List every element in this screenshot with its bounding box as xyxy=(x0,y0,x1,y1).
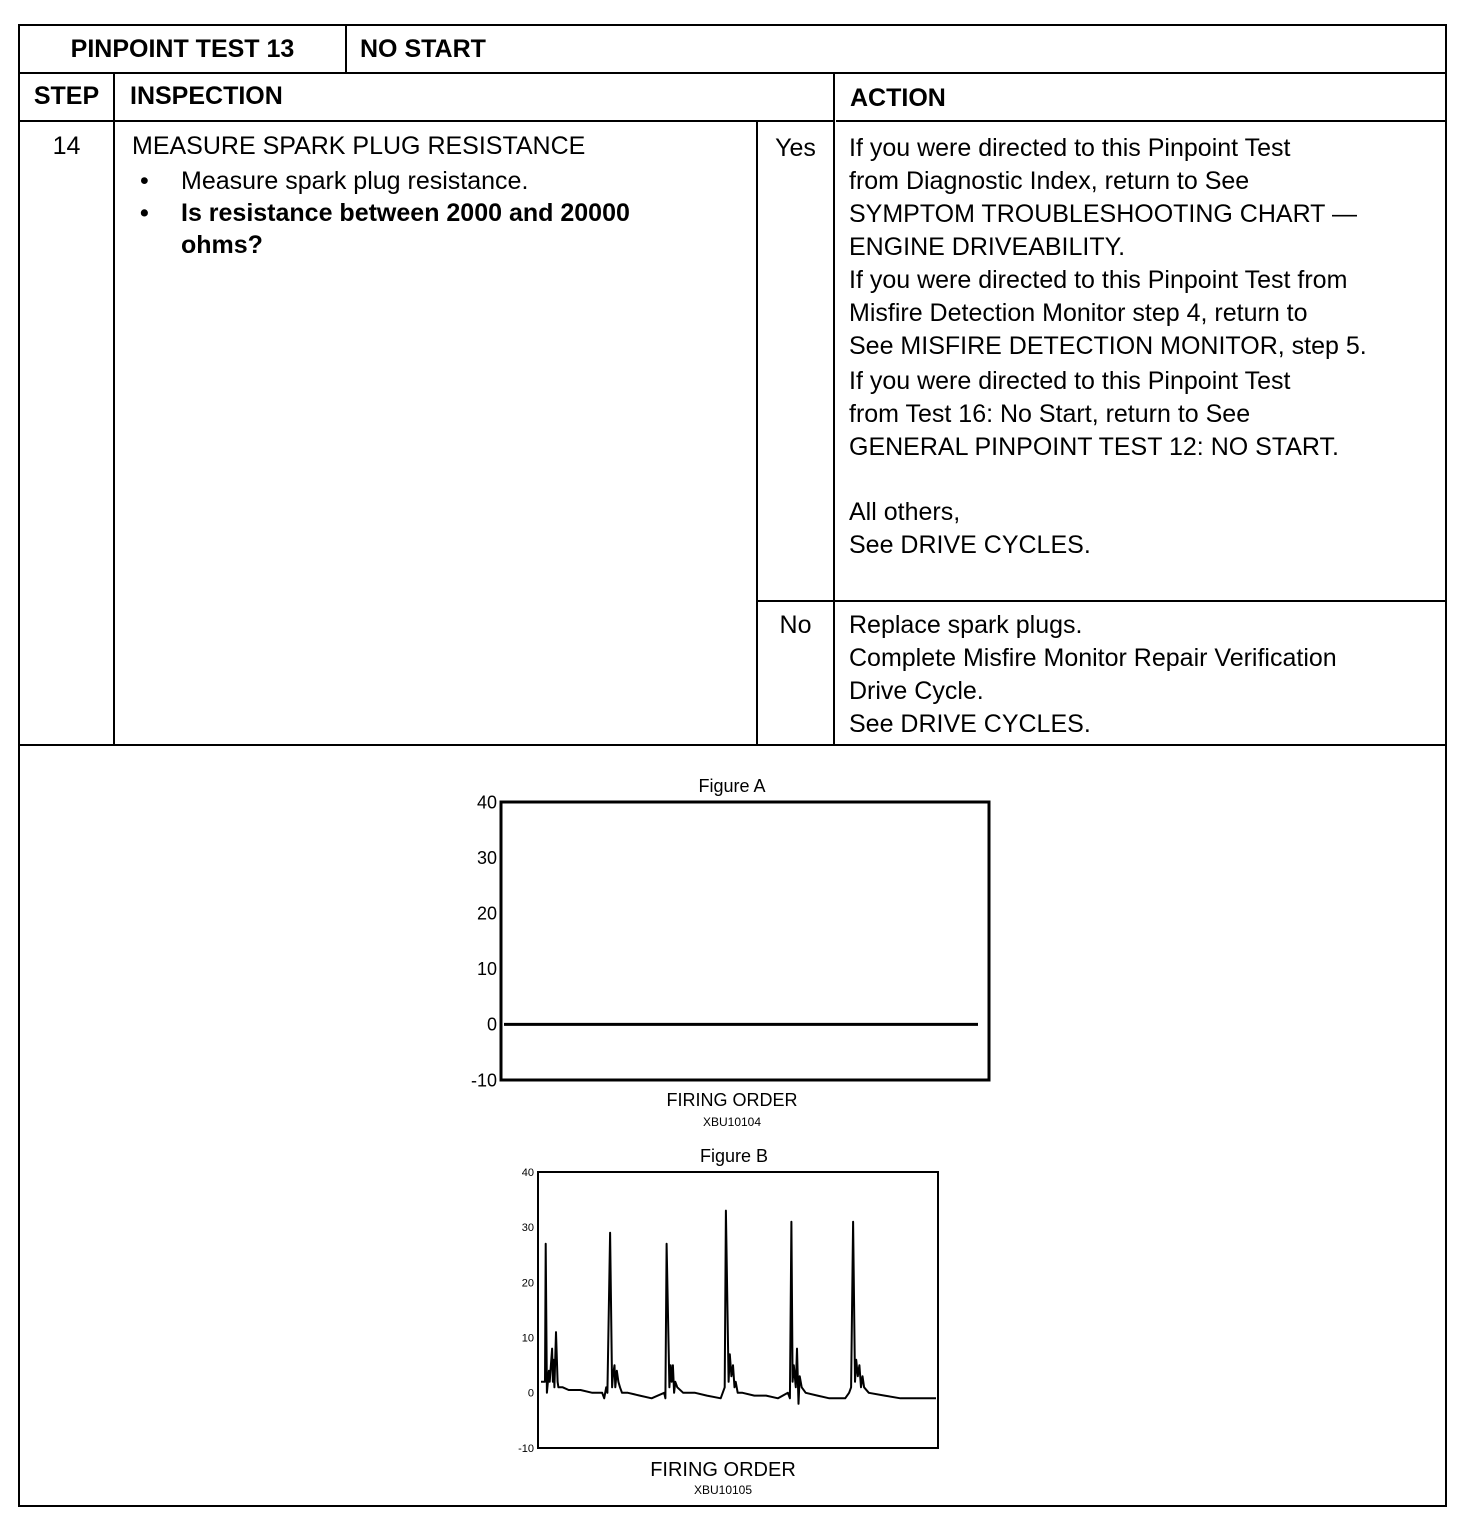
figure-b-chart xyxy=(500,1138,960,1508)
divider xyxy=(833,72,835,744)
figure-a-plot-frame xyxy=(501,802,989,1080)
action-line: See DRIVE CYCLES. xyxy=(849,531,1091,559)
list-item: • Measure spark plug resistance. xyxy=(140,167,529,195)
y-tick-label: 0 xyxy=(486,1014,497,1035)
action-line: Misfire Detection Monitor step 4, return to xyxy=(849,299,1308,327)
column-header-action: ACTION xyxy=(836,72,1445,122)
figure-a xyxy=(450,768,1010,1138)
figure-b-title: Figure B xyxy=(699,1146,769,1166)
test-title: NO START xyxy=(360,34,486,63)
column-header-step: STEP xyxy=(20,72,113,122)
action-line: Replace spark plugs. xyxy=(849,611,1083,639)
action-line: If you were directed to this Pinpoint Test xyxy=(849,134,1291,162)
answer-yes-action xyxy=(849,132,1367,562)
action-line: from Test 16: No Start, return to See xyxy=(849,400,1251,428)
inspection-bullets xyxy=(132,165,630,261)
answer-no-label: No xyxy=(779,611,812,639)
action-line: ENGINE DRIVEABILITY. xyxy=(849,233,1126,261)
y-tick-label: -10 xyxy=(470,1070,497,1091)
answer-no-action xyxy=(849,609,1337,741)
answer-yes-label: Yes xyxy=(775,134,816,162)
step-number: 14 xyxy=(52,132,81,160)
divider xyxy=(756,600,1445,602)
figure-b-xlabel: FIRING ORDER xyxy=(650,1459,796,1481)
divider xyxy=(20,744,1445,746)
action-line: If you were directed to this Pinpoint Test from xyxy=(849,266,1348,294)
list-item: ohms? xyxy=(181,231,263,259)
action-line: GENERAL PINPOINT TEST 12: NO START. xyxy=(849,433,1339,461)
figure-a-chart xyxy=(450,768,1010,1138)
y-tick-label: 20 xyxy=(521,1277,534,1290)
figure-b-plot-frame xyxy=(538,1172,938,1448)
action-line: Drive Cycle. xyxy=(849,677,984,705)
series-line xyxy=(541,1211,936,1404)
y-tick-label: 30 xyxy=(476,847,497,868)
action-line: SYMPTOM TROUBLESHOOTING CHART — xyxy=(849,200,1357,228)
action-line: All others, xyxy=(849,498,961,526)
test-header xyxy=(20,26,1445,74)
column-header-inspection: INSPECTION xyxy=(115,72,834,122)
divider xyxy=(113,72,115,744)
figure-a-title: Figure A xyxy=(698,776,766,796)
step-title: MEASURE SPARK PLUG RESISTANCE xyxy=(132,132,586,160)
figure-b-code: XBU10105 xyxy=(693,1483,753,1497)
divider xyxy=(756,122,758,744)
y-tick-label: 10 xyxy=(476,959,497,980)
action-line: See MISFIRE DETECTION MONITOR, step 5. xyxy=(849,332,1367,360)
figure-a-xlabel: FIRING ORDER xyxy=(666,1090,798,1110)
y-tick-label: 40 xyxy=(476,792,497,813)
figure-a-code: XBU10104 xyxy=(702,1115,762,1129)
y-tick-label: 40 xyxy=(521,1166,534,1179)
action-line: from Diagnostic Index, return to See xyxy=(849,167,1250,195)
list-item: • Is resistance between 2000 and 20000 xyxy=(140,199,630,227)
y-tick-label: 20 xyxy=(476,903,497,924)
y-tick-label: 30 xyxy=(521,1222,534,1235)
test-number-label: PINPOINT TEST 13 xyxy=(20,26,347,72)
action-line: See DRIVE CYCLES. xyxy=(849,710,1091,738)
action-line: Complete Misfire Monitor Repair Verification xyxy=(849,644,1337,672)
y-tick-label: 0 xyxy=(527,1387,534,1400)
figure-b xyxy=(500,1138,960,1508)
pinpoint-test-sheet xyxy=(18,24,1447,1507)
action-line: If you were directed to this Pinpoint Test xyxy=(849,367,1291,395)
y-tick-label: -10 xyxy=(518,1442,534,1455)
y-tick-label: 10 xyxy=(521,1332,534,1345)
